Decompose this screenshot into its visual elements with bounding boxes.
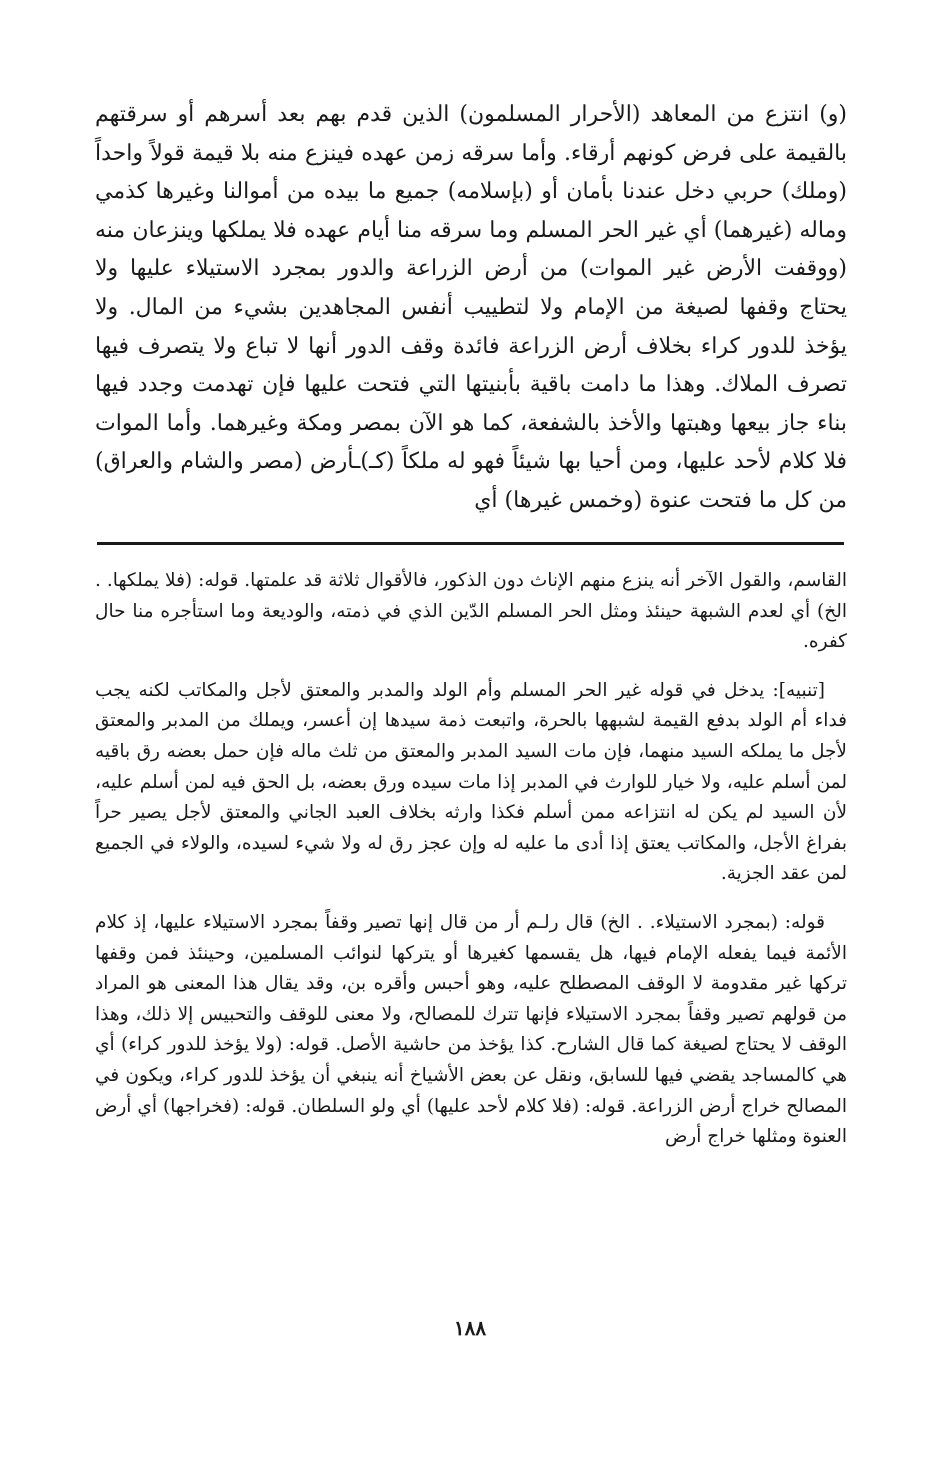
page-number: ١٨٨ [453, 1316, 487, 1340]
commentary-paragraph-3: قوله: (بمجرد الاستيلاء. . الخ) قال رلـم أر من قال إنها تصير وقفاً بمجرد الاستيلاء عليها، إذ كلام الأئمة فيما يفعله الإمام فيها، هل يقسمها كغيرها أو يتركها لنوائب المسلمين، وحينئذ فمن وقفها تركها غير مقدومة لا الوقف المصطلح عليه، وهو أحبس وأقره بن، وقد يقال هذا المعنى هو المراد من قولهم تصير وقفاً بمجرد الاستيلاء فإنها تترك للمصالح، ولا معنى للوقف والتحبيس إلا ذلك، وهذا الوقف لا يحتاج لصيغة كما قال الشارح. كذا يؤخذ من حاشية الأصل. قوله: (ولا يؤخذ للدور كراء) أي هي كالمساجد يقضي فيها للسابق، ونقل عن بعض الأشياخ أنه ينبغي أن يؤخذ للدور كراء، ويكون في المصالح خراج أرض الزراعة. قوله: (فلا كلام لأحد عليها) أي ولو السلطان. قوله: (فخراجها) أي أرض العنوة ومثلها خراج أرض [95, 911, 847, 1148]
commentary-block [95, 566, 847, 1171]
main-paragraph: (و) انتزع من المعاهد (الأحرار المسلمون) الذين قدم بهم بعد أسرهم أو سرقتهم بالقيمة على فرض كونهم أرقاء. وأما سرقه زمن عهده فينزع منه بلا قيمة قولاً واحداً (وملك) حربي دخل عندنا بأمان أو (بإسلامه) جميع ما بيده من أموالنا وغيرها كذمي وماله (غيرهما) أي غير الحر المسلم وما سرقه منا أيام عهده فلا يملكها وينزعان منه (ووقفت الأرض غير الموات) من أرض الزراعة والدور بمجرد الاستيلاء عليها ولا يحتاج وقفها لصيغة من الإمام ولا لتطييب أنفس المجاهدين بشيء من المال. ولا يؤخذ للدور كراء بخلاف أرض الزراعة فائدة وقف الدور أنها لا تباع ولا يتصرف فيها تصرف الملاك. وهذا ما دامت باقية بأبنيتها التي فتحت عليها فإن تهدمت وجدد فيها بناء جاز بيعها وهبتها والأخذ بالشفعة، كما هو الآن بمصر ومكة وغيرهما. وأما الموات فلا كلام لأحد عليها، ومن أحيا بها شيئاً فهو له ملكاً (كـ)ـأرض (مصر والشام والعراق) من كل ما فتحت عنوة (وخمس غيرها) أي [95, 102, 847, 513]
commentary-paragraph-1: القاسم، والقول الآخر أنه ينزع منهم الإناث دون الذكور، فالأقوال ثلاثة قد علمتها. قوله: (فلا يملكها. . الخ) أي لعدم الشبهة حينئذ ومثل الحر المسلم الدّين الذي في ذمته، والوديعة وما استأجره منا حال كفره. [95, 570, 847, 653]
commentary-paragraph-2: [تنبيه]: يدخل في قوله غير الحر المسلم وأم الولد والمدبر والمعتق لأجل والمكاتب لكنه يجب فداء أم الولد بدفع القيمة لشبهها بالحرة، واتبعت ذمة سيدها إن أعسر، ويملك من المدبر والمعتق لأجل ما يملكه السيد منهما، فإن مات السيد المدبر والمعتق من ثلث ماله فإن حمل بعضه رق باقيه لمن أسلم عليه، ولا خيار للوارث في المدبر إذا مات سيده ورق بعضه، بل الحق فيه لمن أسلم عليه، لأن السيد لم يكن له انتزاعه ممن أسلم فكذا وارثه بخلاف العبد الجاني والمعتق لأجل يصير حراً بفراغ الأجل، والمكاتب يعتق إذا أدى ما عليه له وإن عجز رق له ولا شيء لسيده، والولاء في الجميع لمن عقد الجزية. [95, 679, 847, 885]
main-text-block [95, 96, 847, 521]
footnote-divider [97, 542, 844, 545]
